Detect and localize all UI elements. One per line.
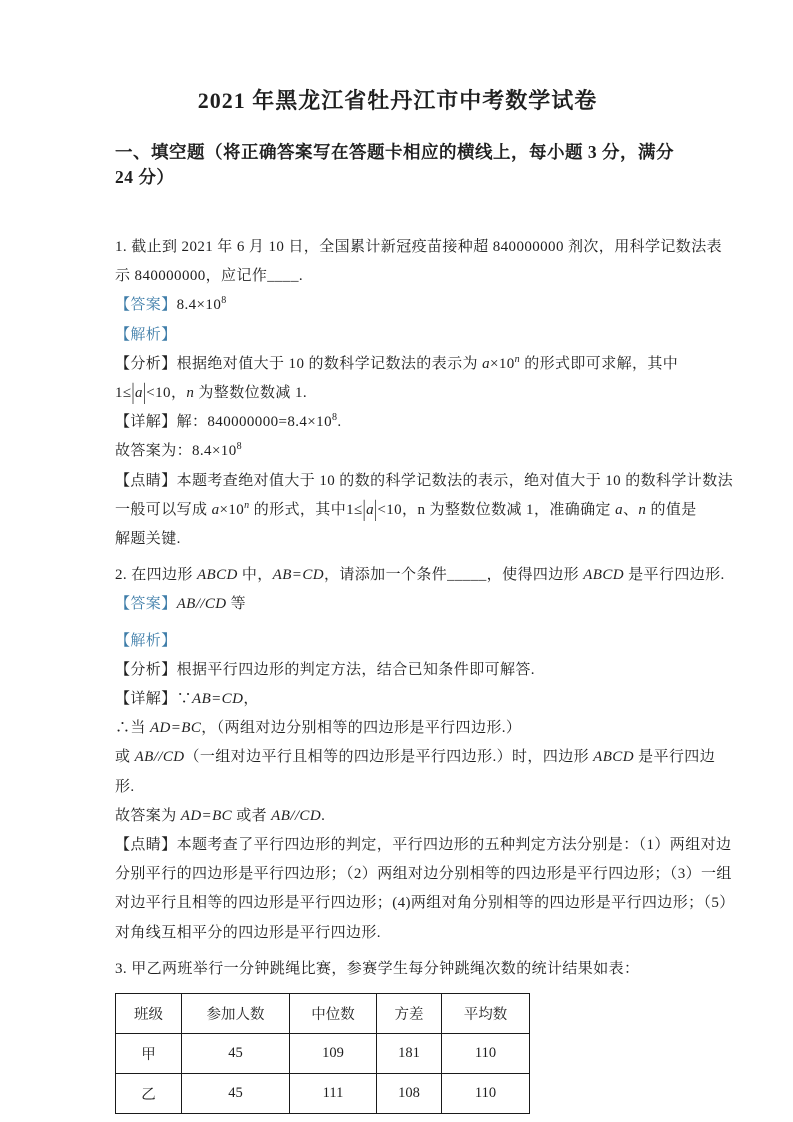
- text-line: [115, 714, 680, 743]
- text-line: [115, 262, 680, 291]
- table-row: [116, 1034, 530, 1074]
- text-run: n: [638, 501, 647, 518]
- text-line: [115, 525, 680, 554]
- text-run: 分别平行的四边形是平行四边形；（2）两组对边分别相等的四边形是平行四边形；（3）一组: [115, 866, 732, 883]
- text-run: AB=CD: [272, 567, 324, 584]
- text-run: 【详解】∵: [115, 691, 193, 708]
- text-run: 3. 甲乙两班举行一分钟跳绳比赛，参赛学生每分钟跳绳次数的统计结果如表：: [115, 960, 640, 977]
- text-run: 【点睛】本题考查了平行四边形的判定，平行四边形的五种判定方法分别是：（1）两组对边: [115, 837, 732, 854]
- text-line: [115, 773, 680, 802]
- text-run: 示 840000000，应记作____.: [115, 268, 304, 285]
- text-line: [115, 889, 735, 918]
- table-cell: 45: [182, 1034, 290, 1074]
- text-line: [115, 233, 723, 262]
- text-run: |: [142, 380, 147, 406]
- table-cell: 110: [442, 1034, 530, 1074]
- text-run: （一组对边平行且相等的四边形是平行四边形.）时，四边形: [184, 749, 594, 766]
- text-run: |: [362, 497, 367, 522]
- table-header-cell: 中位数: [290, 994, 377, 1034]
- text-line: [115, 802, 680, 831]
- text-run: <10: [377, 501, 403, 518]
- text-run: AB//CD: [271, 807, 322, 824]
- text-run: ∴当: [115, 720, 150, 737]
- text-line: [115, 408, 680, 437]
- text-run: n: [514, 353, 521, 365]
- text-run: 【详解】解：840000000=8.4×10: [115, 414, 332, 431]
- text-run: 【分析】根据平行四边形的判定方法，结合已知条件即可解答.: [115, 661, 535, 678]
- text-run: 形.: [115, 778, 135, 795]
- text-line: [115, 350, 680, 379]
- text-run: 或者: [232, 807, 272, 824]
- table-header-cell: 参加人数: [182, 994, 290, 1034]
- document-body: [115, 233, 735, 984]
- text-run: 的形式即可求解，其中: [520, 355, 679, 372]
- text-run: 解题关键.: [115, 531, 181, 548]
- table-cell: 111: [290, 1074, 377, 1114]
- text-run: 对边平行且相等的四边形是平行四边形；(4)两组对角分别相等的四边形是平行四边形；（5）: [115, 895, 735, 912]
- text-run: 1≤: [346, 501, 363, 518]
- text-run: a: [366, 501, 374, 518]
- text-run: a: [615, 501, 624, 518]
- text-line: [115, 467, 734, 496]
- text-run: ABCD: [593, 749, 634, 766]
- text-run: .: [337, 414, 342, 431]
- table-cell: 108: [377, 1074, 442, 1114]
- text-run: 【分析】根据绝对值大于 10 的数科学记数法的表示为: [115, 355, 483, 372]
- text-run: 故答案为：8.4×10: [115, 443, 237, 460]
- text-run: AB//CD: [134, 749, 185, 766]
- text-run: 中，: [237, 567, 273, 584]
- text-run: 8: [221, 295, 227, 307]
- bracket-label: 【答案】: [115, 297, 177, 314]
- table-cell: 甲: [116, 1034, 182, 1074]
- text-run: ABCD: [583, 567, 624, 584]
- bracket-label: 【解析】: [115, 326, 177, 343]
- table-cell: 乙: [116, 1074, 182, 1114]
- text-line: [115, 831, 732, 860]
- text-run: 1≤: [115, 385, 132, 402]
- text-line: [115, 590, 680, 619]
- table-cell: 45: [182, 1074, 290, 1114]
- text-run: |: [373, 497, 378, 522]
- table-header-cell: 班级: [116, 994, 182, 1034]
- text-run: ，: [243, 691, 259, 708]
- text-line: [115, 743, 716, 772]
- text-run: 的值是: [646, 501, 697, 518]
- text-run: .: [321, 807, 326, 824]
- text-run: ，: [170, 385, 187, 402]
- text-run: AD=BC: [180, 807, 233, 824]
- text-run: AD=BC: [149, 720, 202, 737]
- text-run: 对角线互相平分的四边形是平行四边形.: [115, 924, 381, 941]
- text-run: 【点睛】本题考查绝对值大于 10 的数的科学记数法的表示，绝对值大于 10 的数科学计数法: [115, 472, 734, 489]
- table-header-row: [116, 994, 530, 1034]
- text-run: AB//CD: [176, 596, 227, 613]
- text-line: [115, 919, 680, 948]
- text-line: [115, 656, 680, 685]
- text-run: ABCD: [196, 567, 238, 584]
- text-line: [115, 627, 680, 656]
- text-run: 一般可以写成: [115, 501, 212, 518]
- text-run: ×10: [489, 355, 515, 372]
- text-run: AB=CD: [192, 691, 244, 708]
- text-line: [115, 379, 680, 408]
- text-line: [115, 437, 680, 466]
- text-run: 8.4×10: [176, 297, 222, 314]
- text-run: 或: [115, 749, 135, 766]
- text-run: 、: [623, 501, 639, 518]
- text-run: n: [186, 385, 195, 402]
- text-run: |: [131, 380, 135, 406]
- text-run: 故答案为: [115, 807, 181, 824]
- text-run: ，（两组对边分别相等的四边形是平行四边形.）: [201, 720, 522, 737]
- text-run: 的形式，其中: [249, 501, 347, 518]
- text-run: 等: [226, 596, 247, 613]
- bracket-label: 【答案】: [115, 596, 177, 613]
- text-run: 8: [331, 412, 338, 424]
- text-run: 为整数位数减 1.: [194, 385, 308, 402]
- table-cell: 109: [290, 1034, 377, 1074]
- text-run: 是平行四边: [633, 749, 716, 766]
- statistics-table: [115, 993, 530, 1114]
- text-line: [115, 291, 680, 320]
- document-title: 2021 年黑龙江省牡丹江市中考数学试卷: [197, 88, 598, 113]
- text-run: a: [211, 501, 220, 518]
- text-run: a: [482, 355, 490, 372]
- text-line: [115, 321, 680, 350]
- table-cell: 110: [442, 1074, 530, 1114]
- text-run: ，n 为整数位数减 1，准确确定: [402, 501, 616, 518]
- text-run: 2. 在四边形: [115, 567, 197, 584]
- text-run: ×10: [219, 501, 245, 518]
- table-row: [116, 1074, 530, 1114]
- text-run: 1. 截止到 2021 年 6 月 10 日，全国累计新冠疫苗接种超 840000000 剂次，用科学记数法表: [115, 239, 723, 255]
- text-line: [115, 496, 697, 525]
- text-run: ，请添加一个条件_____，使得四边形: [323, 567, 584, 584]
- text-run: 8: [236, 441, 243, 453]
- text-line: [115, 561, 725, 590]
- table-cell: 181: [377, 1034, 442, 1074]
- text-line: [115, 685, 680, 714]
- text-line: [115, 955, 680, 984]
- table-header-cell: 平均数: [442, 994, 530, 1034]
- text-run: <10: [146, 385, 171, 402]
- text-run: a: [134, 385, 143, 402]
- text-run: n: [244, 499, 250, 511]
- table-header-cell: 方差: [377, 994, 442, 1034]
- bracket-label: 【解析】: [115, 632, 177, 649]
- text-line: [115, 860, 732, 889]
- text-run: 是平行四边形.: [624, 567, 725, 584]
- section-heading: 一、填空题（将正确答案写在答题卡相应的横线上，每小题 3 分，满分 24 分）: [115, 142, 674, 187]
